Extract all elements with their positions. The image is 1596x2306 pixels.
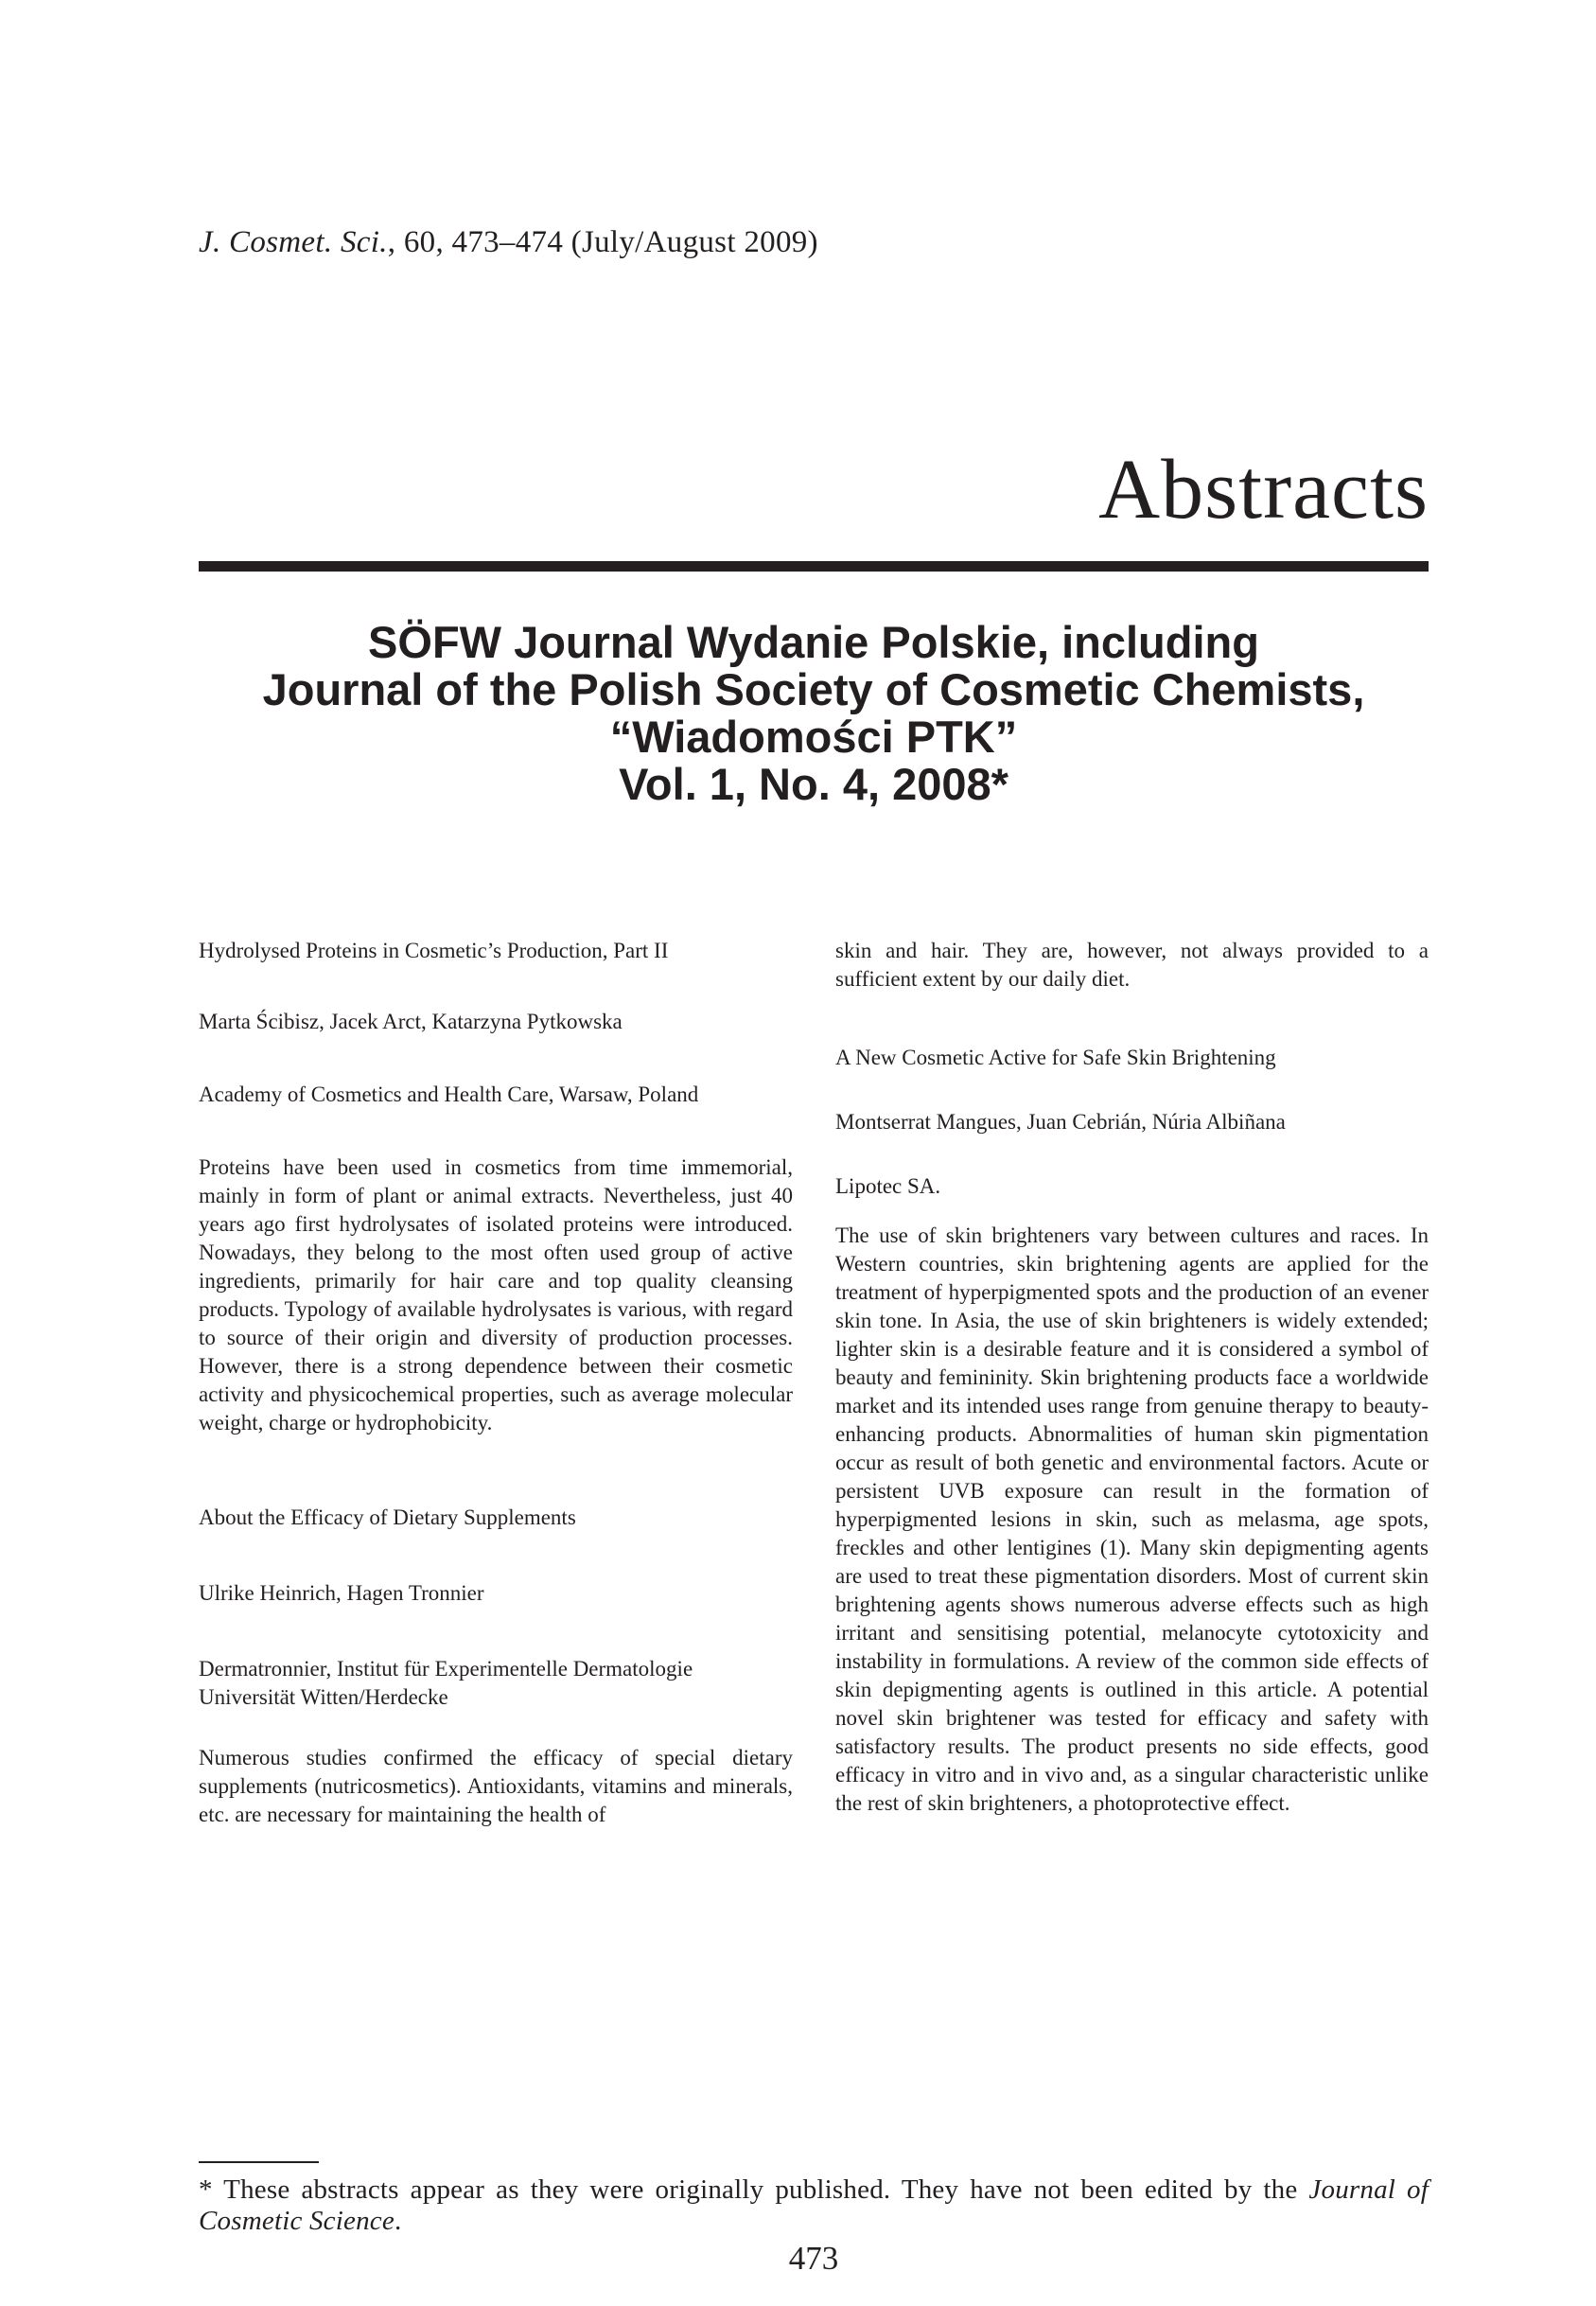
abstract-title: A New Cosmetic Active for Safe Skin Brightening	[835, 1046, 1276, 1069]
abstract-body: The use of skin brighteners vary between cultures and races. In Western countries, skin brightening agents are applied for the treatment of hyperpigmented spots and the production of an evener skin tone. In Asia, the use of skin brighteners is widely extended; lighter skin is a desirable feature and it is considered a symbol of beauty and femininity. Skin brightening products face a worldwide market and its intended uses range from genuine therapy to beauty-enhancing products. Abnormalities of human skin pigmentation occur as result of both genetic and environmental factors. Acute or persistent UVB exposure can result in the formation of hyperpigmented lesions in skin, such as melasma, age spots, freckles and other lentigines (1). Many skin depigmenting agents are used to treat these pigmentation disorders. Most of current skin brightening agents shows numerous adverse effects such as high irritant and sensitising potential, melanocyte cytotoxicity and instability in formulations. A review of the common side effects of skin depigmenting agents is outlined in this article. A potential novel skin brightener was tested for efficacy and safety with satisfactory results. The product presents no side effects, good efficacy in vitro and in vivo and, as a singular characteristic unlike the rest of skin brighteners, a photoprotective effect.	[835, 1223, 1429, 1815]
footnote-text: * These abstracts appear as they were originally published. They have not been edited by the	[199, 2174, 1309, 2205]
footnote	[199, 2174, 1429, 2237]
right-column	[835, 937, 1429, 1818]
citation-pages-date: , 473–474 (July/August 2009)	[435, 225, 818, 259]
left-column	[199, 937, 793, 1829]
footnote-end: .	[394, 2206, 402, 2236]
abstract-body: Numerous studies confirmed the efficacy of special dietary supplements (nutricosmetics). Antioxidants, vitamins and minerals, etc. are necessary for maintaining the health of	[199, 1746, 793, 1826]
abstract-authors: Montserrat Mangues, Juan Cebrián, Núria Albiñana	[835, 1110, 1286, 1134]
journal-title-line: SÖFW Journal Wydanie Polskie, including	[368, 617, 1259, 667]
journal-title-line: Journal of the Polish Society of Cosmetic Chemists,	[262, 664, 1365, 714]
citation-journal: J. Cosmet. Sci.	[199, 225, 388, 259]
page-heading: Abstracts	[1098, 443, 1429, 537]
abstract-title: About the Efficacy of Dietary Supplements	[199, 1505, 576, 1529]
abstract-authors: Ulrike Heinrich, Hagen Tronnier	[199, 1581, 484, 1605]
abstract-body-continued: skin and hair. They are, however, not always provided to a sufficient extent by our daily diet.	[835, 939, 1429, 991]
abstract-title: Hydrolysed Proteins in Cosmetic’s Production, Part II	[199, 939, 669, 962]
journal-title-line: “Wiadomości PTK”	[609, 712, 1018, 762]
abstract-affiliation: Dermatronnier, Institut für Experimentelle Dermatologie Universität Witten/Herdecke	[199, 1657, 693, 1709]
journal-title	[199, 619, 1429, 808]
footnote-rule	[199, 2161, 319, 2163]
journal-title-line: Vol. 1, No. 4, 2008*	[619, 759, 1008, 809]
citation-header: J. Cosmet. Sci., 60, 473–474 (July/August 2009)	[199, 225, 818, 259]
footnote-journal-name: Journal of Cosmetic Science	[199, 2174, 1429, 2236]
abstract-body: Proteins have been used in cosmetics from time immemorial, mainly in form of plant or animal extracts. Nevertheless, just 40 years ago first hydrolysates of isolated proteins were introduced. Nowadays, they belong to the most often used group of active ingredients, primarily for hair care and top quality cleansing products. Typology of available hydrolysates is various, with regard to source of their origin and diversity of production processes. However, there is a strong dependence between their cosmetic activity and physicochemical properties, such as average molecular weight, charge or hydrophobicity.	[199, 1155, 793, 1435]
abstract-affiliation: Lipotec SA.	[835, 1174, 941, 1198]
heading-rule	[199, 561, 1429, 572]
abstract-affiliation: Academy of Cosmetics and Health Care, Warsaw, Poland	[199, 1083, 699, 1106]
page-number: 473	[788, 2240, 839, 2277]
citation-volume: 60	[403, 225, 436, 259]
abstract-authors: Marta Ścibisz, Jacek Arct, Katarzyna Pytkowska	[199, 1010, 623, 1033]
